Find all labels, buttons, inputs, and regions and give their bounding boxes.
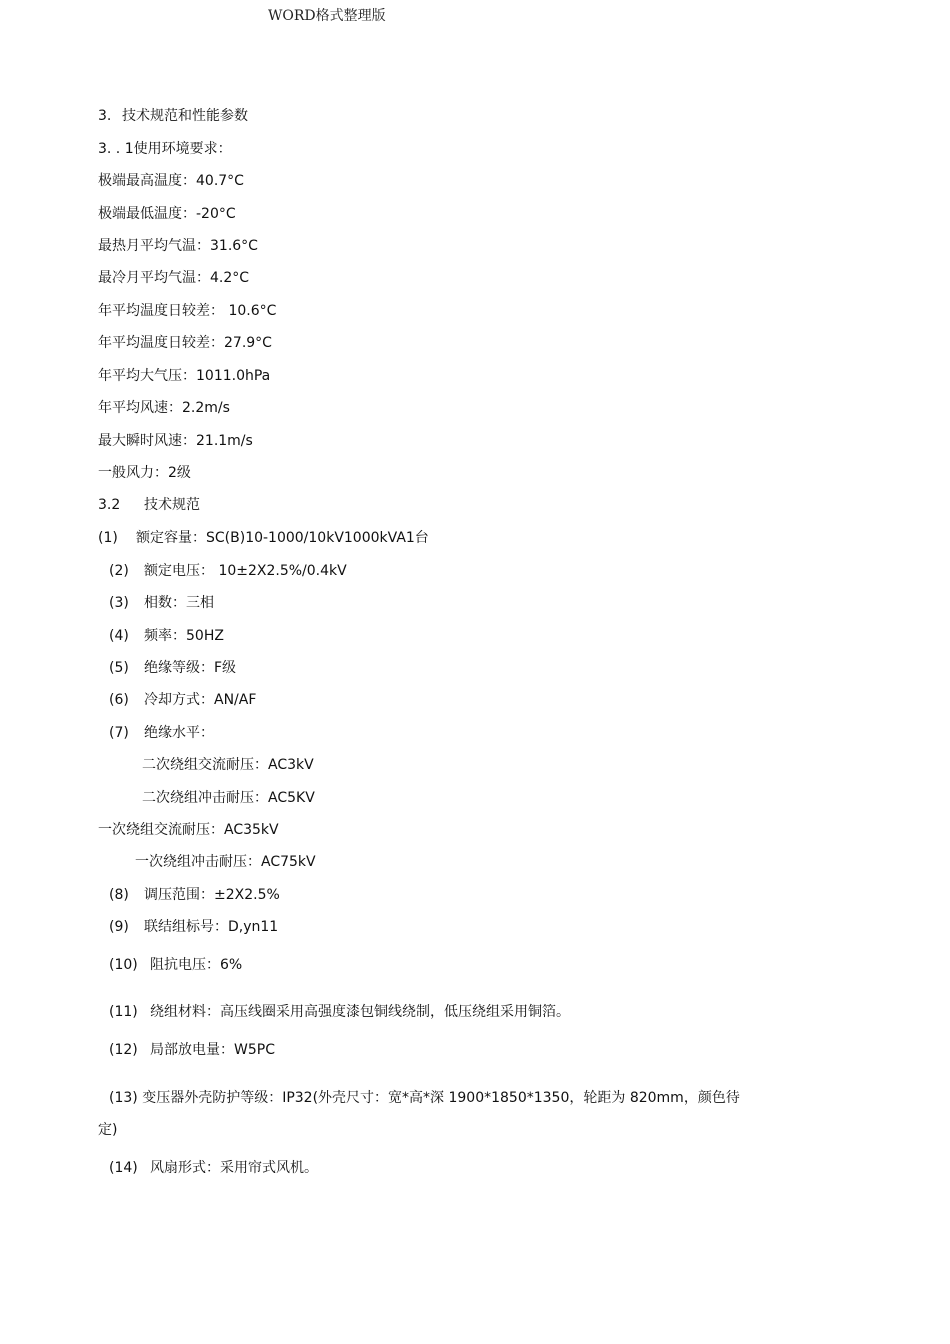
spec-item-text: 阻抗电压：6% — [150, 957, 243, 973]
env-item: 年平均温度日较差：27.9°C — [98, 335, 272, 351]
spec-item-text: 局部放电量：W5PC — [150, 1042, 275, 1058]
section-title: 技术规范和性能参数 — [122, 108, 248, 124]
spec-item — [109, 917, 278, 937]
env-item: 最冷月平均气温：4.2°C — [98, 270, 250, 286]
env-item: 年平均风速：2.2m/s — [98, 400, 230, 416]
spec-item-text: 调压范围：±2X2.5% — [144, 887, 280, 903]
spec-item-number: (6) — [109, 692, 129, 708]
spec-item — [109, 561, 347, 581]
spec-item-number: (4) — [109, 628, 129, 644]
spec-item-number: (8) — [109, 887, 129, 903]
page-header: WORD格式整理版 — [268, 8, 386, 24]
spec-item-text: 绝缘水平： — [144, 725, 214, 741]
spec-heading-number: 3.2 — [98, 497, 121, 513]
spec-item-text: 绕组材料：高压线圈采用高强度漆包铜线绕制，低压绕组采用铜箔。 — [150, 1004, 570, 1020]
spec-item-number: (2) — [109, 563, 129, 579]
spec-item — [109, 955, 242, 975]
spec-item-number: (5) — [109, 660, 129, 676]
spec-item — [109, 1158, 318, 1178]
spec-heading — [98, 495, 200, 515]
spec-item — [109, 658, 236, 678]
spec-item — [109, 626, 224, 646]
spec-heading-title: 技术规范 — [144, 497, 200, 513]
env-item: 年平均大气压：1011.0hPa — [98, 368, 271, 384]
spec-item-text: 额定容量：SC(B)10-1000/10kV1000kVA1台 — [136, 530, 429, 546]
spec-item-number: (3) — [109, 595, 129, 611]
spec-item — [98, 528, 429, 548]
env-item: 极端最高温度：40.7°C — [98, 173, 244, 189]
insulation-item: 二次绕组冲击耐压：AC5KV — [142, 790, 315, 806]
spec-item-13-line1: (13) 变压器外壳防护等级：IP32(外壳尺寸：宽*高*深 1900*1850*1350，轮距为 820mm，颜色待 — [109, 1090, 740, 1106]
spec-item-text: 额定电压： 10±2X2.5%/0.4kV — [144, 563, 347, 579]
env-item: 极端最低温度：-20°C — [98, 206, 236, 222]
spec-item-number: (7) — [109, 725, 129, 741]
spec-item — [109, 1002, 570, 1022]
spec-item-text: 风扇形式：采用帘式风机。 — [150, 1160, 318, 1176]
spec-item-number: (9) — [109, 919, 129, 935]
spec-item — [109, 723, 214, 743]
insulation-item: 一次绕组交流耐压：AC35kV — [98, 822, 279, 838]
spec-item-text: 联结组标号：D,yn11 — [144, 919, 279, 935]
section-heading — [98, 106, 248, 126]
env-item: 一般风力：2级 — [98, 465, 191, 481]
spec-item-number: (10) — [109, 957, 138, 973]
env-heading: 3. . 1使用环境要求： — [98, 141, 232, 157]
env-item: 年平均温度日较差： 10.6°C — [98, 303, 277, 319]
spec-item — [109, 593, 214, 613]
env-item: 最热月平均气温：31.6°C — [98, 238, 258, 254]
spec-item — [109, 690, 256, 710]
spec-item-number: (1) — [98, 530, 118, 546]
spec-item-number: (12) — [109, 1042, 138, 1058]
env-item: 最大瞬时风速：21.1m/s — [98, 433, 253, 449]
spec-item-number: (11) — [109, 1004, 138, 1020]
spec-item — [109, 885, 280, 905]
insulation-item: 一次绕组冲击耐压：AC75kV — [135, 854, 316, 870]
spec-item-number: (14) — [109, 1160, 138, 1176]
spec-item — [109, 1040, 275, 1060]
spec-item-13-line2: 定) — [98, 1122, 118, 1138]
spec-item-text: 绝缘等级：F级 — [144, 660, 237, 676]
spec-item-text: 频率：50HZ — [144, 628, 224, 644]
insulation-item: 二次绕组交流耐压：AC3kV — [142, 757, 314, 773]
section-number: 3. — [98, 108, 112, 124]
spec-item-text: 相数：三相 — [144, 595, 214, 611]
spec-item-text: 冷却方式：AN/AF — [144, 692, 257, 708]
